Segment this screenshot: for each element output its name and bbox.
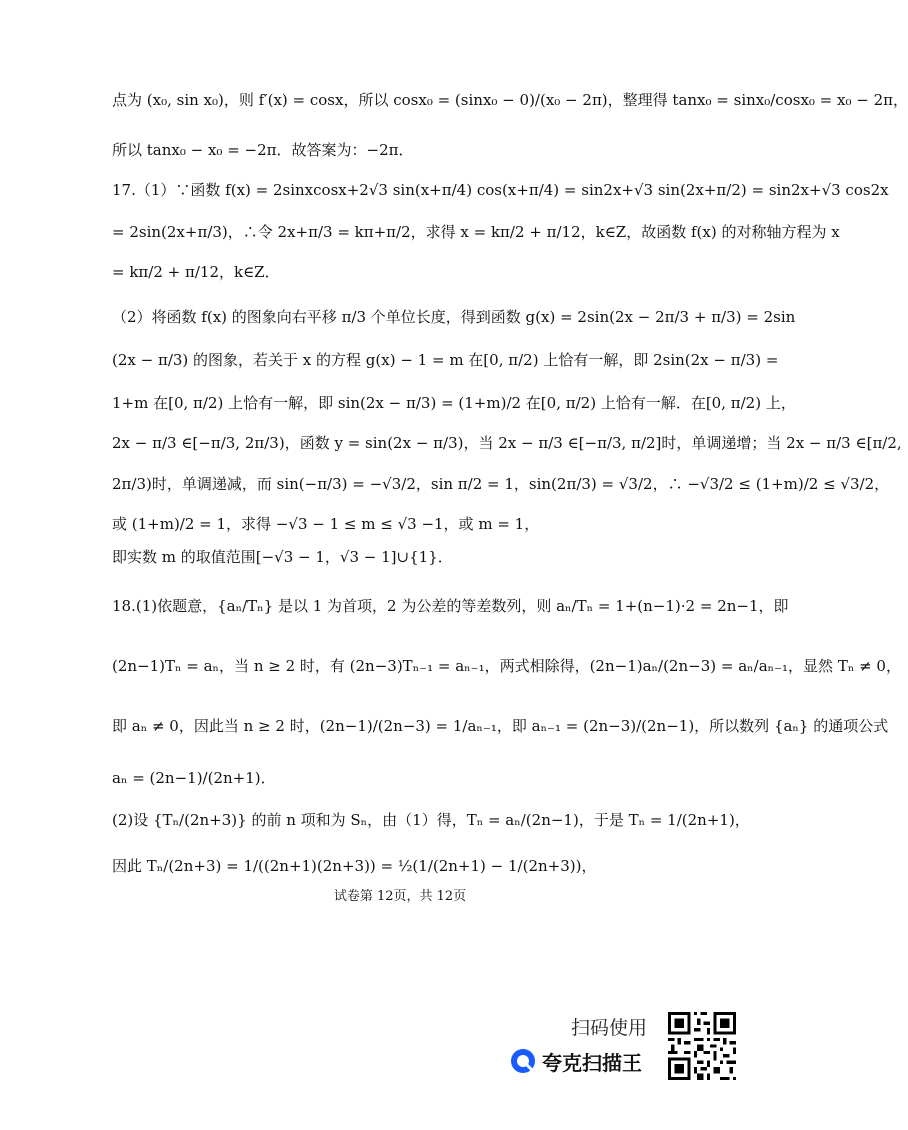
text-line: 17.（1）∵函数 f(x) = 2sinxcosx+2√3 sin(x+π/4) cos(x+π/4) = sin2x+√3 sin(2x+π/2) = sin2x+√3 cos2x <box>112 181 889 199</box>
text-line: 即实数 m 的取值范围[−√3 − 1，√3 − 1]∪{1}． <box>112 548 453 566</box>
text-line: 即 aₙ ≠ 0，因此当 n ≥ 2 时，(2n−1)/(2n−3) = 1/aₙ₋₁，即 aₙ₋₁ = (2n−3)/(2n−1)，所以数列 {aₙ} 的通项公式 <box>112 717 889 735</box>
text-line: = kπ/2 + π/12，k∈Z． <box>112 263 280 281</box>
text-line: = 2sin(2x+π/3)，∴令 2x+π/3 = kπ+π/2，求得 x = kπ/2 + π/12，k∈Z，故函数 f(x) 的对称轴方程为 x <box>112 223 840 241</box>
text-line: aₙ = (2n−1)/(2n+1)． <box>112 769 276 787</box>
text-line: 或 (1+m)/2 = 1，求得 −√3 − 1 ≤ m ≤ √3 −1，或 m = 1， <box>112 515 540 533</box>
text-line: 因此 Tₙ/(2n+3) = 1/((2n+1)(2n+3)) = ½(1/(2n+1) − 1/(2n+3))， <box>112 857 597 875</box>
text-line: 1+m 在[0, π/2) 上恰有一解，即 sin(2x − π/3) = (1+m)/2 在[0, π/2) 上恰有一解．在[0, π/2) 上， <box>112 394 796 412</box>
text-line: (2)设 {Tₙ/(2n+3)} 的前 n 项和为 Sₙ，由（1）得，Tₙ = aₙ/(2n−1)，于是 Tₙ = 1/(2n+1)， <box>112 811 750 829</box>
scanner-brand <box>510 1046 642 1076</box>
text-line: 所以 tanx₀ − x₀ = −2π．故答案为：−2π． <box>112 141 414 159</box>
text-line: (2x − π/3) 的图象，若关于 x 的方程 g(x) − 1 = m 在[0, π/2) 上恰有一解，即 2sin(2x − π/3) = <box>112 351 779 369</box>
quark-logo-icon <box>510 1048 536 1074</box>
brand-name: 夸克扫描王 <box>542 1050 642 1075</box>
scan-to-use-text: 扫码使用 <box>571 1017 648 1039</box>
text-line: 点为 (x₀, sin x₀)，则 f′(x) = cosx，所以 cosx₀ = (sinx₀ − 0)/(x₀ − 2π)，整理得 tanx₀ = sinx₀/cosx₀ = x₀ − 2π， <box>112 91 908 109</box>
text-line: 2π/3)时，单调递减，而 sin(−π/3) = −√3/2，sin π/2 = 1，sin(2π/3) = √3/2，∴ −√3/2 ≤ (1+m)/2 ≤ √3/2， <box>112 475 890 493</box>
qr-code-icon <box>668 1012 736 1080</box>
text-line: 18.(1)依题意，{aₙ/Tₙ} 是以 1 为首项，2 为公差的等差数列，则 aₙ/Tₙ = 1+(n−1)·2 = 2n−1，即 <box>112 597 789 615</box>
text-line: （2）将函数 f(x) 的图象向右平移 π/3 个单位长度，得到函数 g(x) = 2sin(2x − 2π/3 + π/3) = 2sin <box>112 308 796 326</box>
text-line: (2n−1)Tₙ = aₙ，当 n ≥ 2 时，有 (2n−3)Tₙ₋₁ = aₙ₋₁，两式相除得，(2n−1)aₙ/(2n−3) = aₙ/aₙ₋₁，显然 Tₙ ≠ 0， <box>112 657 901 675</box>
text-line: 2x − π/3 ∈[−π/3, 2π/3)，函数 y = sin(2x − π/3)，当 2x − π/3 ∈[−π/3, π/2]时，单调递增；当 2x − π/3 ∈[π/2, <box>112 434 902 452</box>
page-footer: 试卷第 12页，共 12页 <box>333 889 467 904</box>
